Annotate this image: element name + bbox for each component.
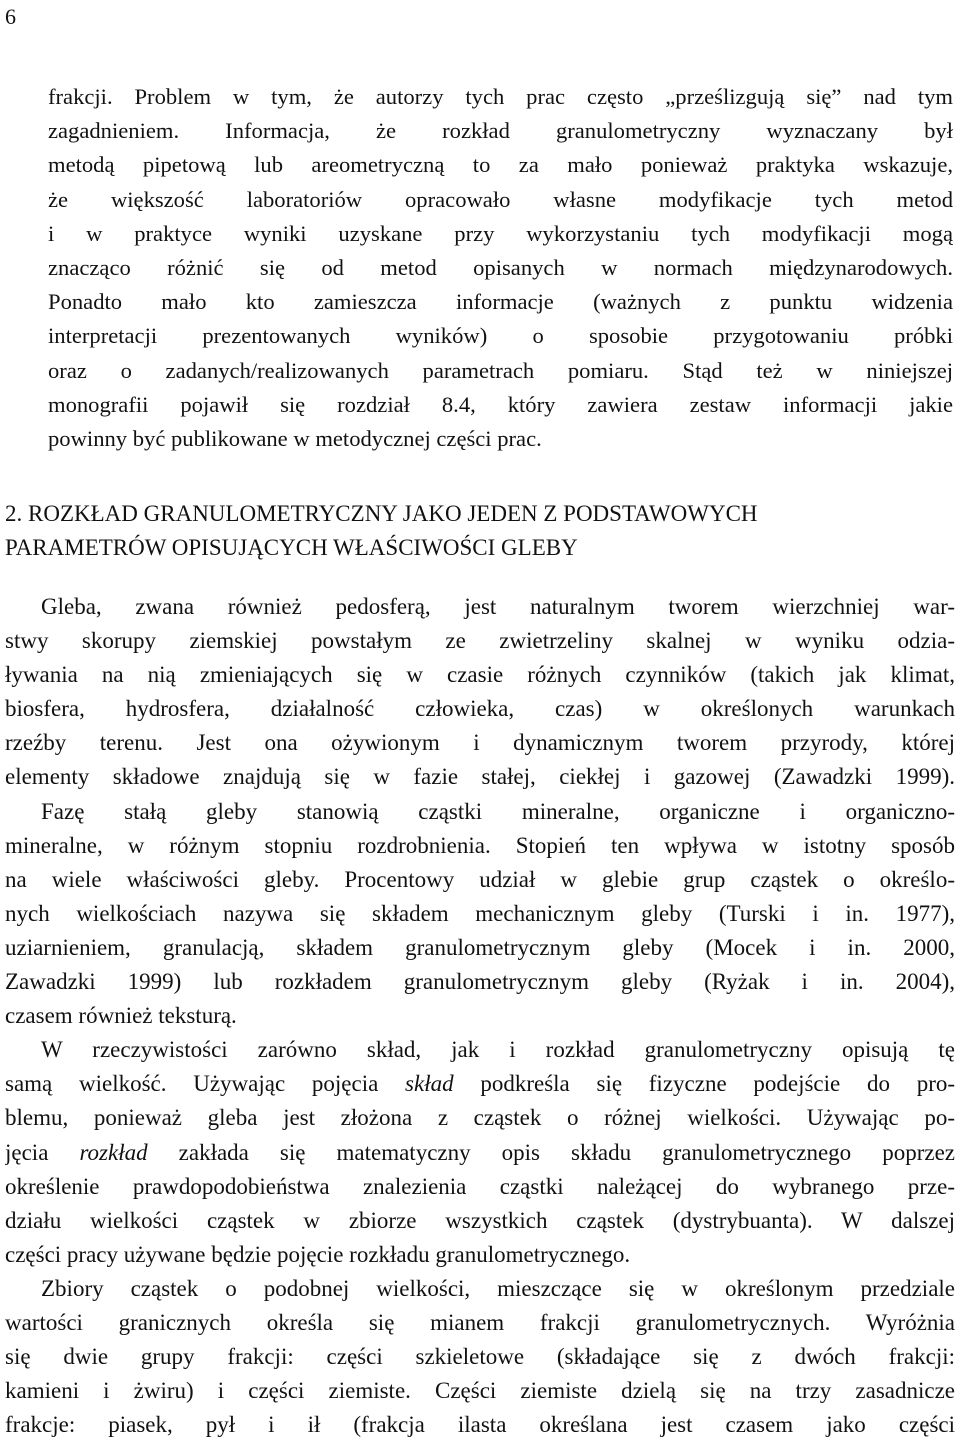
body-text — [5, 590, 955, 1442]
text-line: interpretacji prezentowanych wyników) o sposobie przygotowaniu próbki — [48, 323, 953, 349]
text-line: mineralne, w różnym stopniu rozdrobnienia. Stopień ten wpływa w istotny sposób — [5, 832, 955, 858]
text-line: znacząco różnić się od metod opisanych w normach międzynarodowych. — [48, 254, 953, 280]
text-line: ływania na nią zmieniających się w czasie różnych czynników (takich jak klimat, — [5, 662, 955, 688]
intro-paragraph — [48, 80, 953, 456]
text-line: zagadnieniem. Informacja, że rozkład granulometryczny wyznaczany był — [48, 118, 953, 144]
text-line: oraz o zadanych/realizowanych parametrach pomiaru. Stąd też w niniejszej — [48, 357, 953, 383]
text-line: Fazę stałą gleby stanowią cząstki mineralne, organiczne i organiczno- — [41, 798, 955, 824]
text-line: stwy skorupy ziemskiej powstałym ze zwietrzeliny skalnej w wyniku odzia- — [5, 628, 955, 654]
text-segment: jęcia — [5, 1139, 49, 1165]
text-line: że większość laboratoriów opracowało własne modyfikacje tych metod — [48, 186, 953, 212]
text-line: W rzeczywistości zarówno skład, jak i rozkład granulometryczny opisują tę — [41, 1037, 955, 1063]
text-line: Zawadzki 1999) lub rozkładem granulometrycznym gleby (Ryżak i in. 2004), — [5, 969, 955, 995]
text-line: części pracy używane będzie pojęcie rozkładu granulometrycznego. — [5, 1241, 631, 1267]
text-line: i w praktyce wyniki uzyskane przy wykorzystaniu tych modyfikacji mogą — [48, 220, 953, 246]
text-line: Gleba, zwana również pedosferą, jest naturalnym tworem wierzchniej war- — [41, 594, 955, 619]
text-segment: samą wielkość. Używając pojęcia — [5, 1071, 379, 1097]
section-heading-line: PARAMETRÓW OPISUJĄCYCH WŁAŚCIWOŚCI GLEBY — [5, 535, 578, 561]
text-segment: zakłada się matematyczny opis składu granulometrycznego poprzez — [178, 1139, 955, 1165]
text-line: blemu, ponieważ gleba jest złożona z cząstek o różnej wielkości. Używając po- — [5, 1105, 955, 1131]
text-line: działu wielkości cząstek w zbiorze wszystkich cząstek (dystrybuanta). W dalszej — [5, 1207, 955, 1233]
text-line: nych wielkościach nazywa się składem mechanicznym gleby (Turski i in. 1977), — [5, 900, 955, 926]
text-line: powinny być publikowane w metodycznej części prac. — [48, 425, 542, 451]
italic-term: skład — [405, 1071, 454, 1097]
text-line: czasem również teksturą. — [5, 1003, 237, 1029]
text-line: frakcji. Problem w tym, że autorzy tych prac często „prześlizgują się” nad tym — [48, 84, 953, 109]
text-line: określenie prawdopodobieństwa znalezienia cząstki należącej do wybranego prze- — [5, 1173, 955, 1199]
text-line: biosfera, hydrosfera, działalność człowieka, czas) w określonych warunkach — [5, 696, 955, 722]
text-line: uziarnieniem, granulacją, składem granulometrycznym gleby (Mocek i in. 2000, — [5, 934, 955, 960]
section-heading — [5, 496, 955, 564]
text-line: na wiele właściwości gleby. Procentowy udział w glebie grup cząstek o określo- — [5, 866, 955, 892]
italic-term: rozkład — [79, 1139, 148, 1165]
text-line — [5, 1067, 955, 1101]
text-line: się dwie grupy frakcji: części szkieletowe (składające się z dwóch frakcji: — [5, 1344, 955, 1370]
text-line: metodą pipetową lub areometryczną to za mało ponieważ praktyka wskazuje, — [48, 152, 953, 178]
text-line: Zbiory cząstek o podobnej wielkości, mieszczące się w określonym przedziale — [41, 1275, 955, 1301]
text-segment: podkreśla się fizyczne podejście do pro- — [480, 1071, 955, 1097]
text-line: monografii pojawił się rozdział 8.4, który zawiera zestaw informacji jakie — [48, 391, 953, 417]
text-line: frakcje: piasek, pył i ił (frakcja ilasta określana jest czasem jako części — [5, 1412, 955, 1438]
text-line: wartości granicznych określa się mianem frakcji granulometrycznych. Wyróżnia — [5, 1309, 955, 1335]
text-line: kamieni i żwiru) i części ziemiste. Części ziemiste dzielą się na trzy zasadnicze — [5, 1378, 955, 1404]
text-line — [5, 1136, 955, 1170]
text-line: elementy składowe znajdują się w fazie stałej, ciekłej i gazowej (Zawadzki 1999). — [5, 764, 955, 790]
text-line: Ponadto mało kto zamieszcza informacje (ważnych z punktu widzenia — [48, 289, 953, 315]
text-line: rzeźby terenu. Jest ona ożywionym i dynamicznym tworem przyrody, której — [5, 730, 955, 756]
page-number: 6 — [5, 4, 16, 29]
section-heading-line: 2. ROZKŁAD GRANULOMETRYCZNY JAKO JEDEN Z PODSTAWOWYCH — [5, 501, 758, 526]
